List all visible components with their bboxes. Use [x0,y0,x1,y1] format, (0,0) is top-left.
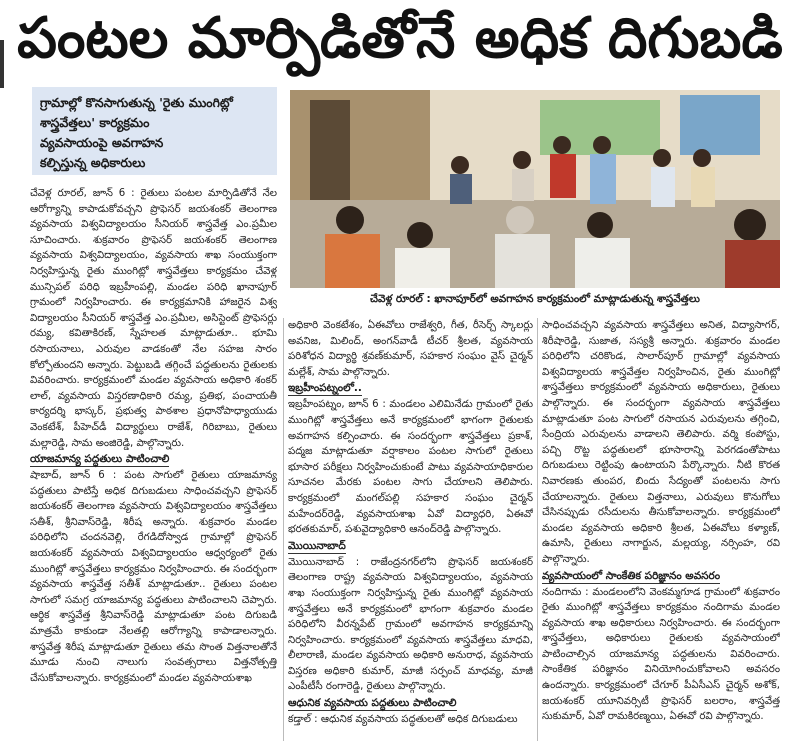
article-paragraph: అధికారి వెంకటేశం, ఏఈవోలు రాజేశ్వరి, గీత, రీసెర్చ్‌ స్కాలర్లు అవనిజ, మిలింద్‌, అంగన్‌వాడీ టీచర్‌ శ్రీలత, వ్యవసాయ పరిశోధన విద్యార్థి శ్రవణ్‌కుమార్‌, సహకార సంఘం వైస్‌ చైర్మన్‌ మల్లేశ్‌, సామ పాల్గొన్నారు. [288,320,533,378]
subheadline-box [32,87,277,175]
article-paragraph: సాధించవచ్చని వ్యవసాయ శాస్త్రవేత్తలు అనిత, విద్యాసాగర్‌, శిరీషారెడ్డి, సుజాత, సస్యశ్రీ అన్నారు. శుక్రవారం మండల పరిధిలోని చరికొండ, సాలార్‌పూర్‌ గ్రామాల్లో వ్యవసాయ విశ్వవిద్యాలయ శాస్త్రవేత్తల నిర్వహించిన, రైతు ముంగిట్లో శాస్త్రవేత్తలు కార్యక్రమంలో వ్యవసాయ అధికారులు, రైతులు పాల్గొన్నారు. ఈ సందర్భంగా వ్యవసాయ శాస్త్రవేత్తలు మాట్లాడుతూ పంట సాగులో రసాయన ఎరువులను తగ్గించి, సేంద్రియ ఎరువులను వాడాలని తెలిపారు. వర్మి కంపోస్టు, పచ్చి రొట్ట పద్ధతులలో భూసారాన్ని పెరగడంతోపాటు దిగుబడులు రెట్టింపు ఉంటాయని పేర్కొన్నారు. నీటి కొరత నివారణకు తుంపర, బిందు సేద్యంతో పంటలను సాగు చేయాలన్నారు. రైతులు విత్తనాలు, ఎరువులు కొనుగోలు చేసినప్పుడు రసీదులను తీసుకోవాలన్నారు. కార్యక్రమంలో మండల వ్యవసాయ అధికారి శ్రీలత, ఏఈవోలు కళ్యాణ్‌, ఉమాసి, రైతులు నాగార్జున, మల్లయ్య, నర్సింహ, రవి పాల్గొన్నారు. [542,320,780,565]
subhead-line: కల్పిస్తున్న అధికారులు [40,155,146,170]
section-heading: యాజమాన్య పద్ధతులు పాటించాలి [30,453,170,466]
article-paragraph: ఇబ్రహీంపట్నం, జూన్‌ 6 : మండలం ఎలిమినేడు గ్రామంలో రైతు ముంగిట్లో శాస్త్రవేత్తలు అనే కార్యక్రమంలో భాగంగా రైతులకు అవగాహన కల్పించారు. ఈ సందర్భంగా శాస్త్రవేత్తలు ప్రకాశ్‌, పద్మజ మాట్లాడుతూ వర్షాకాలం పంటల సాగులో రైతులు భూసార పరీక్షలు నిర్వహించుకుంటే పాటు వ్యవసాయాధికారుల సూచనల మేరకు పంటల సాగు చేయాలని తెలిపారు. కార్యక్రమంలో మంగల్‌పల్లి సహకార సంఘం చైర్మన్‌ మహేందర్‌రెడ్డి, వ్యవసాయశాఖ ఏవో విద్యాధరి, ఏఈవో భరతకుమార్‌, పశువైద్యాధికారి ఆనంద్‌రెడ్డి పాల్గొన్నారు. [288,399,533,536]
photo-illustration [290,90,780,288]
news-photo [290,90,780,288]
photo-caption: చేవెళ్ల రూరల్‌ : ఖానాపూర్‌లో అవగాహన కార్యక్రమంలో మాట్లాడుతున్న శాస్త్రవేత్తలు [370,293,700,305]
article-paragraph: షాబాద్‌, జూన్‌ 6 : పంట సాగులో రైతులు యాజమాన్య పద్ధతులు పాటిస్తే అధిక దిగుబడులు సాధించవచ్చని ప్రొఫెసర్‌ జయశంకర్‌ తెలంగాణ వ్యవసాయ విశ్వవిద్యాలయం శాస్త్రవేత్తలు సతీశ్‌, శ్రీనివాస్‌రెడ్డి, శిరీష అన్నారు. శుక్రవారం మండల పరిధిలోని చందనవెల్లి, రేగడిదోస్వాడ గ్రామాల్లో ప్రొఫెసర్‌ జయశంకర్‌ వ్యవసాయ విశ్వవిద్యాలయం ఆధ్వర్యంలో రైతు ముంగిట్లో శాస్త్రవేత్తలు కార్యక్రమం నిర్వహించారు. ఈ సందర్భంగా వ్యవసాయ శాస్త్రవేత్త సతీశ్‌ మాట్లాడుతూ.. రైతులు పంటల సాగులో సమగ్ర యాజమాన్య పద్ధతులు పాటించాలని చెప్పారు. ఆర్థిక శాస్త్రవేత్త శ్రీనివాస్‌రెడ్డి మాట్లాడుతూ పంట దిగుబడి మాత్రమే కాకుండా నేలతల్లి ఆరోగ్యాన్ని కాపాడాలన్నారు. శాస్త్రవేత్త శిరీష మాట్లాడుతూ రైతులు తమ సొంత విత్తనాలతోనే మూడు నుంచి నాలుగు సంవత్సరాలు విత్తనోత్పత్తి చేసుకోవాలన్నారు. కార్యక్రమంలో మండల వ్యవసాయశాఖ [30,470,277,684]
article-column-3 [542,318,780,741]
headline: పంటల మార్పిడితోనే అధిక దిగుబడి [17,6,783,71]
subhead-line: వ్యవసాయంపై అవగాహన [40,135,164,150]
column-divider [537,318,538,741]
section-heading: మొయినాబాద్‌ [288,539,346,552]
article-column-1 [30,186,277,741]
article-column-2 [288,318,533,741]
column-divider [283,318,284,741]
article-paragraph: చేవెళ్ల రూరల్‌, జూన్‌ 6 : రైతులు పంటల మార్పిడితోనే నేల ఆరోగ్యాన్ని కాపాడుకోవచ్చని ప్రొఫెసర్‌ జయశంకర్‌ తెలంగాణ వ్యవసాయ విశ్వవిద్యాలయం సీనియర్‌ శాస్త్రవేత్త ఎం.ప్రమీల సూచించారు. శుక్రవారం ప్రొఫెసర్‌ జయశంకర్‌ తెలంగాణ వ్యవసాయ విశ్వవిద్యాలయం, వ్యవసాయ శాఖ సంయుక్తంగా నిర్వహిస్తున్న రైతు ముంగిట్లో శాస్త్రవేత్తలు కార్యక్రమం చేవెళ్ల మున్సిపల్‌ పరిధి ఇబ్రహీంపల్లి, మండల పరిధి ఖానాపూర్‌ గ్రామంలో నిర్వహించారు. ఈ కార్యక్రమానికి హాజరైన విశ్వ విద్యాలయం సీనియర్‌ శాస్త్రవేత్త ఎం.ప్రమీల, అసిస్టెంట్‌ ప్రొఫెసర్లు రమ్య, కవితాకిరణ్‌, స్నేహలత మాట్లాడుతూ.. భూమి రసాయనాలు, ఎరువుల వాడకంతో నేల సహజ సారం కోల్పోతుందని అన్నారు. పెట్టుబడి తగ్గించే పద్ధతులను రైతులకు వివరించారు. కార్యక్రమంలో మండల వ్యవసాయ అధికారి శంకర్‌ లాల్‌, వ్యవసాయ విస్తరణాధికారి రమ్య, ప్రతిభ, పంచాయతీ కార్యదర్శి భాస్కర్‌, ప్రభుత్వ పాఠశాల ప్రధానోపాధ్యాయుడు వెంకటేశ్‌, పీహెచ్‌డీ విద్యార్థులు రాజేశ్‌, గిరిబాబు, రైతులు మల్లారెడ్డి, సామ అంజిరెడ్డి, పాల్గొన్నారు. [30,188,277,449]
article-paragraph: మొయినాబాద్‌ : రాజేంద్రనగర్‌లోని ప్రొఫెసర్‌ జయశంకర్‌ తెలంగాణ రాష్ట్ర వ్యవసాయ విశ్వవిద్యాలయం, వ్యవసాయ శాఖ సంయుక్తంగా నిర్వహిస్తున్న రైతు ముంగిట్లో వ్యవసాయ శాస్త్రవేత్తలు అనే కార్యక్రమంలో భాగంగా శుక్రవారం మండల పరిధిలోని వీరన్నపేట్‌ గ్రామంలో అవగాహన కార్యక్రమాన్ని నిర్వహించారు. కార్యక్రమంలో వ్యవసాయ శాస్త్రవేత్తలు మాధవి, లీలారాణి, మండల వ్యవసాయ అధికారి అనురాధ, వ్యవసాయ విస్తరణ అధికారి కుమార్‌, మాజీ సర్పంచ్‌ మాధవ్య, మాజీ ఎంపీటీసీ రంగారెడ్డి, రైతులు పాల్గొన్నారు. [288,556,533,693]
article-paragraph: నందిగామ : మండలంలోని వెంకమ్మగూడ గ్రామంలో శుక్రవారం రైతు ముంగిట్లో శాస్త్రవేత్తలు కార్యక్రమం నందిగామ మండల వ్యవసాయ శాఖ అధికారులు నిర్వహించారు. ఈ సందర్భంగా శాస్త్రవేత్తలు, అధికారులు రైతులకు వ్యవసాయంలో పాటించాల్సిన యాజమాన్య పద్ధతులను వివరించారు. సాంకేతిక పరిజ్ఞానం వినియోగించుకోవాలని అవసరం ఉందన్నారు. కార్యక్రమంలో చేగూర్‌ పీఏసీఎస్‌ చైర్మన్‌ అశోక్‌, జయశంకర్‌ యూనివర్సిటీ ప్రొఫెసర్‌ బలరాం, శాస్త్రవేత్త సుకుమార్‌, ఏవో రామకిరణ్మయి, ఏఈవో రవి పాల్గొన్నారు. [542,586,780,723]
article-paragraph: కడ్తాల్‌ : ఆధునిక వ్యవసాయ పద్ధతులతో అధిక దిగుబడులు [288,714,518,726]
section-heading: వ్యవసాయంలో సాంకేతిక పరిజ్ఞానం అవసరం [542,569,721,582]
section-heading: ఆధునిక వ్యవసాయ పద్ధతులు పాటించాలి [288,697,457,710]
subhead-line: గ్రామాల్లో కొనసాగుతున్న 'రైతు ముంగిట్లో [40,95,233,110]
subhead-line: శాస్త్రవేత్తలు' కార్యక్రమం [40,115,150,130]
section-heading: ఇబ్రహీంపట్నంలో.. [288,382,362,395]
